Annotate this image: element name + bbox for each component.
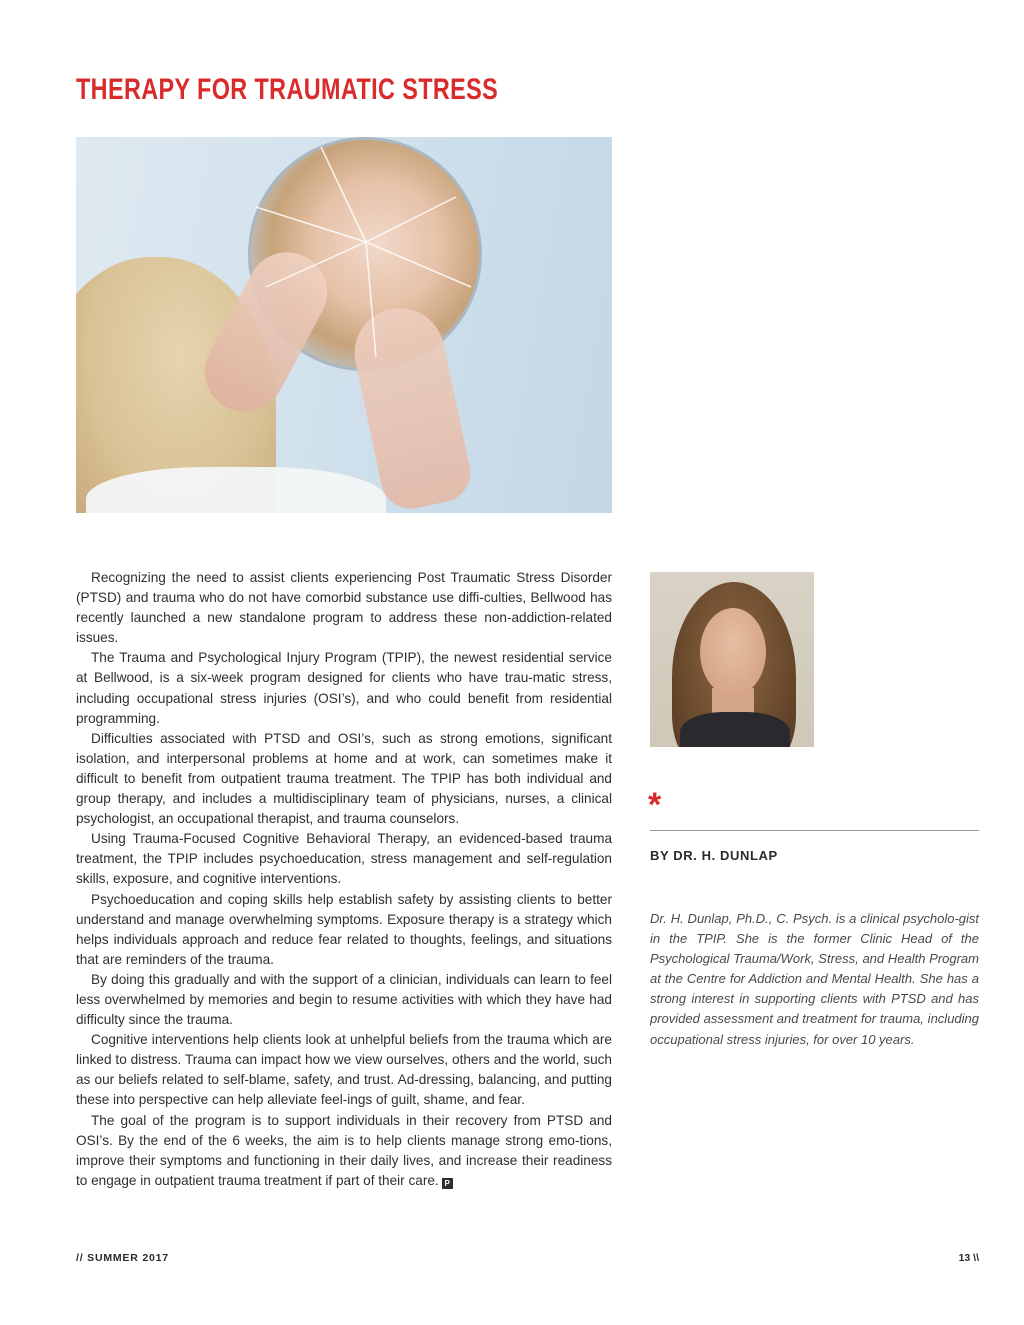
end-of-article-icon: P	[442, 1178, 453, 1189]
body-paragraph: By doing this gradually and with the support of a clinician, individuals can learn to feel less overwhelmed by memories and begin to resume activities with which they have had difficulty since the trauma.	[76, 971, 612, 1028]
body-paragraph: Difficulties associated with PTSD and OSI’s, such as strong emotions, significant isolation, and interpersonal problems at home and at work, can sometimes make it difficult to benefit from outpatient trauma treatment. The TPIP has both individual and group therapy, and includes a multidisciplinary team of physicians, nurses, a clinical psychologist, an occupational therapist, and trauma counselors.	[76, 730, 612, 827]
mirror-cracks	[76, 137, 612, 513]
body-paragraph-last	[76, 1111, 612, 1191]
author-portrait	[650, 572, 814, 747]
asterisk-icon: *	[648, 786, 662, 824]
portrait-clothing-shape	[680, 712, 790, 747]
body-paragraph: Psychoeducation and coping skills help establish safety by assisting clients to better understand and manage overwhelming symptoms. Exposure therapy is a strategy which helps individuals approach and reduce fear related to thoughts, feelings, and situations that are reminders of the trauma.	[76, 891, 612, 967]
hero-photo-broken-mirror	[76, 137, 612, 513]
portrait-face-shape	[700, 608, 766, 696]
article-title: THERAPY FOR TRAUMATIC STRESS	[76, 73, 499, 106]
body-paragraph-text: The goal of the program is to support individuals in their recovery from PTSD and OSI’s. By the end of the 6 weeks, the aim is to help clients manage strong emo-tions, improve their symptoms and functioning in their daily lives, and increase their readiness to engage in outpatient trauma treatment if part of their care.	[76, 1112, 612, 1188]
body-paragraph: Cognitive interventions help clients look at unhelpful beliefs from the trauma which are linked to distress. Trauma can impact how we view ourselves, others and the world, such as our beliefs related to self-blame, safety, and trust. Ad-dressing, balancing, and putting these into perspective can help alleviate feel-ings of guilt, shame, and fear.	[76, 1032, 612, 1108]
article-body	[76, 568, 612, 1191]
sidebar-divider	[650, 830, 979, 831]
body-paragraph: The Trauma and Psychological Injury Program (TPIP), the newest residential service at Bellwood, is a six-week program designed for clients who have trau-matic stress, including occupational stress injuries (OSI’s), and who could benefit from residential programming.	[76, 650, 612, 726]
body-paragraph: Recognizing the need to assist clients experiencing Post Traumatic Stress Disorder (PTSD) and trauma who do not have comorbid substance use diffi-culties, Bellwood has recently launched a new standalone program to address these non-addiction-related issues.	[76, 570, 612, 646]
author-bio: Dr. H. Dunlap, Ph.D., C. Psych. is a clinical psycholo-gist in the TPIP. She is the former Clinic Head of the Psychological Trauma/Work, Stress, and Health Program at the Centre for Addiction and Mental Health. She has a strong interest in supporting clients with PTSD and has provided assessment and treatment for trauma, including occupational stress injuries, for over 10 years.	[650, 911, 979, 1047]
footer-issue: // SUMMER 2017	[76, 1252, 169, 1264]
author-byline: BY DR. H. DUNLAP	[650, 848, 778, 863]
body-paragraph: Using Trauma-Focused Cognitive Behavioral Therapy, an evidenced-based trauma treatment, the TPIP includes psychoeducation, stress management and self-regulation skills, exposure, and cognitive interventions.	[76, 831, 612, 887]
footer-page-number: 13 \\	[958, 1252, 979, 1264]
